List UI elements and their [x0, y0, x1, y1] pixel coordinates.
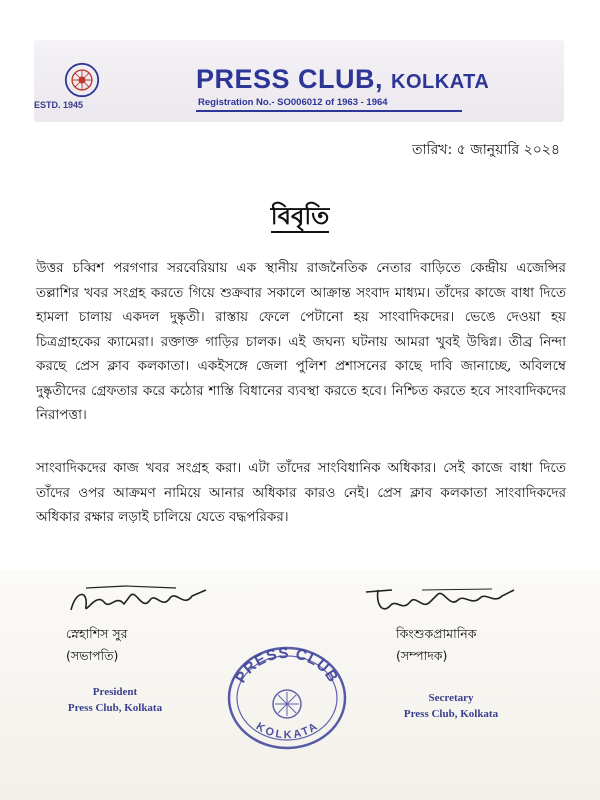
statement-title [0, 198, 600, 238]
press-club-stamp-icon [222, 640, 352, 750]
club-city: KOLKATA [391, 71, 490, 93]
statement-date: তারিখ: ৫ জানুয়ারি ২০২৪ [412, 142, 560, 158]
president-signature-icon [66, 582, 216, 622]
president-title-english: President [92, 686, 138, 698]
president-org-english: Press Club, Kolkata [67, 702, 163, 714]
secretary-name: কিংশুকপ্রামানিক [396, 626, 477, 641]
body-paragraph-1: উত্তর চব্বিশ পরগণার সরবেরিয়ায় এক স্থানীয় রাজনৈতিক নেতার বাড়িতে কেন্দ্রীয় এজেন্সির তল্লাশির খবর সংগ্রহ করতে গিয়ে শুক্রবার সকালে আক্রান্ত সংবাদ মাধ্যম। তাঁদের কাজে বাধা দিতে হামলা চালায় একদল দুষ্কৃতী। রাস্তায় ফেলে পেটানো হয় সাংবাদিকদের। ভেঙে দেওয়া হয় চিত্রগ্রাহকের ক্যামেরা। রক্তাক্ত গাড়ির চালক। এই জঘন্য ঘটনায় আমরা খুবই উদ্বিগ্ন। তীব্র নিন্দা করছে প্রেস ক্লাব কলকাতা। একইসঙ্গে জেলা পুলিশ প্রশাসনের কাছে দাবি জানাচ্ছে, অবিলম্বে দুষ্কৃতীদের গ্রেফতার করে কঠোর শাস্তি বিধানের ব্যবস্থা করতে হবে। নিশ্চিত করতে হবে সাংবাদিকদের নিরাপত্তা। [36, 260, 566, 423]
president-english-block [40, 684, 190, 716]
secretary-org-english: Press Club, Kolkata [403, 708, 499, 720]
club-name: PRESS CLUB, [196, 64, 384, 94]
letterhead-divider [196, 110, 462, 112]
secretary-title-english: Secretary [428, 692, 474, 704]
registration-number: Registration No.- SO006012 of 1963 - 1964 [198, 97, 388, 108]
secretary-signature-icon [362, 584, 522, 620]
secretary-role: (সম্পাদক) [396, 648, 448, 663]
president-name: স্নেহাশিস সুর [66, 626, 128, 641]
body-paragraph-2: সাংবাদিকদের কাজ খবর সংগ্রহ করা। এটা তাঁদের সাংবিধানিক অধিকার। সেই কাজে বাধা দিতে তাঁদের ওপর আক্রমণ নামিয়ে আনার অধিকার কারও নেই। প্রেস ক্লাব কলকাতা সাংবাদিকদের অধিকার রক্ষার লড়াই চালিয়ে যেতে বদ্ধপরিকর। [36, 460, 566, 525]
statement-title-text: বিবৃতি [271, 202, 329, 233]
stamp-top-text: PRESS CLUB [232, 644, 342, 687]
secretary-english-block [376, 690, 526, 722]
established-year: ESTD. 1945 [34, 100, 84, 110]
press-club-emblem-icon [64, 62, 100, 98]
stamp-bottom-text: KOLKATA [253, 720, 321, 742]
svg-text:PRESS CLUB [232, 645, 342, 686]
club-name-heading [196, 64, 489, 95]
president-role: (সভাপতি) [66, 648, 119, 663]
svg-text:KOLKATA [254, 720, 320, 741]
